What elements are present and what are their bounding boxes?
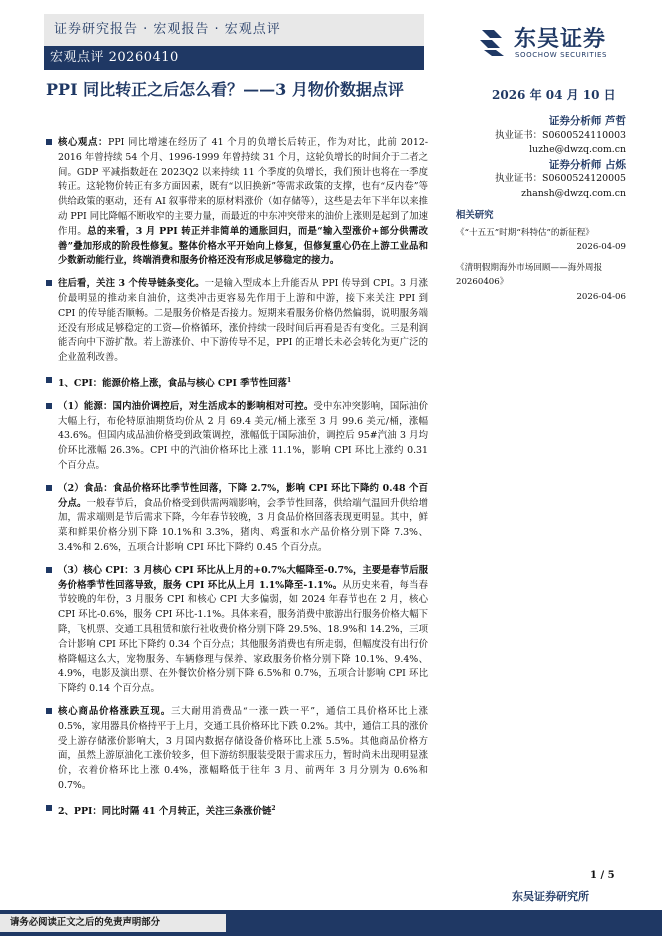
report-title: PPI 同比转正之后怎么看？——3 月物价数据点评 — [46, 80, 404, 99]
logo-text-en: SOOCHOW SECURITIES — [515, 51, 608, 59]
paragraph-core-goods — [46, 705, 428, 794]
para-text: 从历史来看，每当春节较晚的年份，3 月服务 CPI 和核心 CPI 大多偏弱，如 2024 年春节也在 2 月，核心 CPI 环比-0.6%，服务 CPI 环比-1.1%。具体来看，服务消费中旅游出行服务价格大幅下降，飞机票、交通工具租赁和旅行社收费价格分别下降 29.5%、18.9%和 14.2%，三项合计影响 CPI 环比下降约 0.34 个百分点；其他服务消费也有所走弱，但幅度没有出行价格降幅这么大，宠物服务、车辆修理与保养、家政服务价格分别下降 10.1%、9.4%、4.9%，电影及演出票、在外餐饮价格分别下降 6.5%和 0.7%，五项合计影响 CPI 环比下降约 0.14 个百分点。 — [58, 579, 428, 695]
report-date: 2026 年 04 月 10 日 — [492, 88, 616, 102]
logo-mark-icon — [476, 24, 508, 58]
paragraph-food — [46, 482, 428, 556]
bullet-square-icon — [46, 805, 52, 811]
related-research-date: 2026-04-06 — [576, 291, 626, 302]
report-type-banner: 宏观点评 20260410 — [44, 46, 424, 70]
bullet-square-icon — [46, 403, 52, 409]
para-text: 一是输入型成本上升能否从 PPI 传导到 CPI。3 月涨价最明显的推动来自油价，这类冲击更容易先作用于上游和中游，接下来关注 PPI 到 CPI 的传导能否顺畅。二是服务价格是否接力。短期来看服务价格仍然偏弱，说明服务端还没有形成足够稳定的工资—价格循环，涨价持续一段时间后再看是否有变化。三是利润能否向中下游扩散。若上游涨价、中下游传导不足，PPI 的正增长未必会转化为更广泛的企业盈利改善。 — [58, 278, 428, 364]
analyst-email[interactable]: zhansh@dwzq.com.cn — [521, 187, 626, 199]
section-heading-cpi — [46, 374, 428, 392]
related-research-item[interactable]: 《清明假期海外市场回顾——海外周报 20260406》 — [456, 262, 603, 287]
bullet-square-icon — [46, 280, 52, 286]
para-text: 一般春节后，食品价格受到供需两端影响，会季节性回落，供给端气温回升供给增加，需求端则是节后需求下降，今年春节较晚，3 月食品价格回落表现更明显。其中，鲜菜和鲜果价格分别下降 10.1%和 3.3%，猪肉、鸡蛋和水产品价格分别下降 7.3%、3.4%和 2.6%，五项合计影响 CPI 环比下降约 0.45 个百分点。 — [58, 497, 428, 554]
para-lead: 核心观点： — [58, 137, 109, 148]
para-lead: 核心商品价格涨跌互现。 — [58, 706, 171, 718]
para-bold: 总的来看，3 月 PPI 转正并非简单的通胀回归，而是“输入型涨价+部分供需改善”叠加形成的阶段性修复。整体价格水平开始向上修复，但修复重心仍在上游工业品和少数新动能行业，终端消费和服务价格还没有形成足够稳定的接力。 — [58, 225, 428, 267]
related-research-date: 2026-04-09 — [576, 242, 626, 252]
bullet-square-icon — [46, 485, 52, 491]
footer-organization: 东吴证券研究所 — [512, 890, 589, 903]
analyst-block — [456, 114, 626, 201]
para-text: 受中东冲突影响，国际油价大幅上行，布伦特原油期货均价从 2 月 69.4 美元/桶上涨至 3 月 99.6 美元/桶，涨幅 43.6%。但国内成品油价格受到政策调控，涨幅低于国际油价，调控后 95#汽油 3 月均价环比涨幅 26.3%。CPI 中的汽油价格环比上涨 11.1%，影响 CPI 环比上涨约 0.31 个百分点。 — [58, 400, 428, 472]
analyst-name: 证券分析师 芦哲 — [548, 115, 626, 127]
para-text: 三大耐用消费品“一涨一跌一平”，通信工具价格环比上涨 0.5%，家用器具价格持平于上月，交通工具价格环比下跌 0.2%。其中，通信工具的涨价受上游存储涨价影响大，3 月国内数据存储设备价格环比上涨 5.5%。其他商品价格方面，虽然上游原油化工涨价较多，但下游纺织服装受限于需求压力，暂时尚未出现明显涨价，衣着价格环比上涨 0.4%，涨幅略低于往年 3 月、前两年 3 月分别为 0.6%和 0.7%。 — [58, 706, 428, 791]
bullet-square-icon — [46, 567, 52, 573]
para-text: PPI 同比增速在经历了 41 个月的负增长后转正，作为对比，此前 2012-2016 年曾持续 54 个月、1996-1999 年曾持续 31 个月，这轮负增长的时间介于二者之间。GDP 平减指数赶在 2023Q2 以来持续 11 个季度的负增长，我们预计也将在一季度转正。这轮物价转正有多方面因素，既有“以旧换新”等需求政策的支撑，也有“反内卷”等供给政策的驱动，还有 AI 叙事带来的原材料涨价（如存储等），这些是去年下半年以来推动 PPI 同比降幅不断收窄的主要力量，而最近的中东冲突带来的油价上涨则是起到了加速作用。 — [58, 137, 428, 237]
company-logo — [476, 20, 626, 68]
paragraph-energy — [46, 400, 428, 474]
sidebar — [456, 114, 626, 310]
para-lead: （1）能源：国内油价调控后，对生活成本的影响相对可控。 — [58, 400, 314, 412]
para-lead: 往后看，关注 3 个传导链条变化。 — [58, 278, 205, 290]
analyst-cert: 执业证书：S0600524110003 — [495, 129, 626, 141]
section-heading-ppi — [46, 802, 428, 820]
page-number: 1 / 5 — [590, 870, 615, 881]
report-breadcrumb: 证券研究报告 · 宏观报告 · 宏观点评 — [44, 14, 424, 46]
main-content — [46, 136, 428, 828]
paragraph-core-cpi — [46, 564, 428, 697]
logo-text-cn: 东吴证券 — [514, 27, 607, 52]
footnote-marker: 1 — [286, 376, 292, 384]
section-heading-text: 1、CPI：能源价格上涨，食品与核心 CPI 季节性回落 — [58, 378, 287, 390]
footer-disclaimer: 请务必阅读正文之后的免责声明部分 — [0, 914, 226, 932]
analyst-name: 证券分析师 占烁 — [548, 158, 626, 171]
bullet-square-icon — [46, 139, 52, 145]
bullet-square-icon — [46, 708, 52, 714]
related-research-item[interactable]: 《“十五五”时期“科特估”的新征程》 — [456, 227, 594, 238]
para-lead: （2）食品：食品价格环比季节性回落，下降 2.7%，影响 CPI 环比下降约 0.48 个百分点。 — [58, 482, 428, 509]
analyst-cert: 执业证书：S0600524120005 — [495, 173, 626, 184]
footnote-marker: 2 — [271, 804, 276, 812]
para-lead: （3）核心 CPI：3 月核心 CPI 环比从上月的+0.7%大幅降至-0.7%，主要是春节后服务价格季节性回落导致，服务 CPI 环比从上月 1.1%降至-1.1%。 — [58, 564, 428, 591]
analyst-email[interactable]: luzhe@dwzq.com.cn — [529, 144, 626, 155]
related-research-title: 相关研究 — [456, 210, 494, 221]
section-heading-text: 2、PPI：同比时隔 41 个月转正，关注三条涨价链 — [58, 805, 272, 817]
paragraph-core-view — [46, 136, 428, 269]
bullet-square-icon — [46, 377, 52, 383]
paragraph-outlook — [46, 277, 428, 366]
